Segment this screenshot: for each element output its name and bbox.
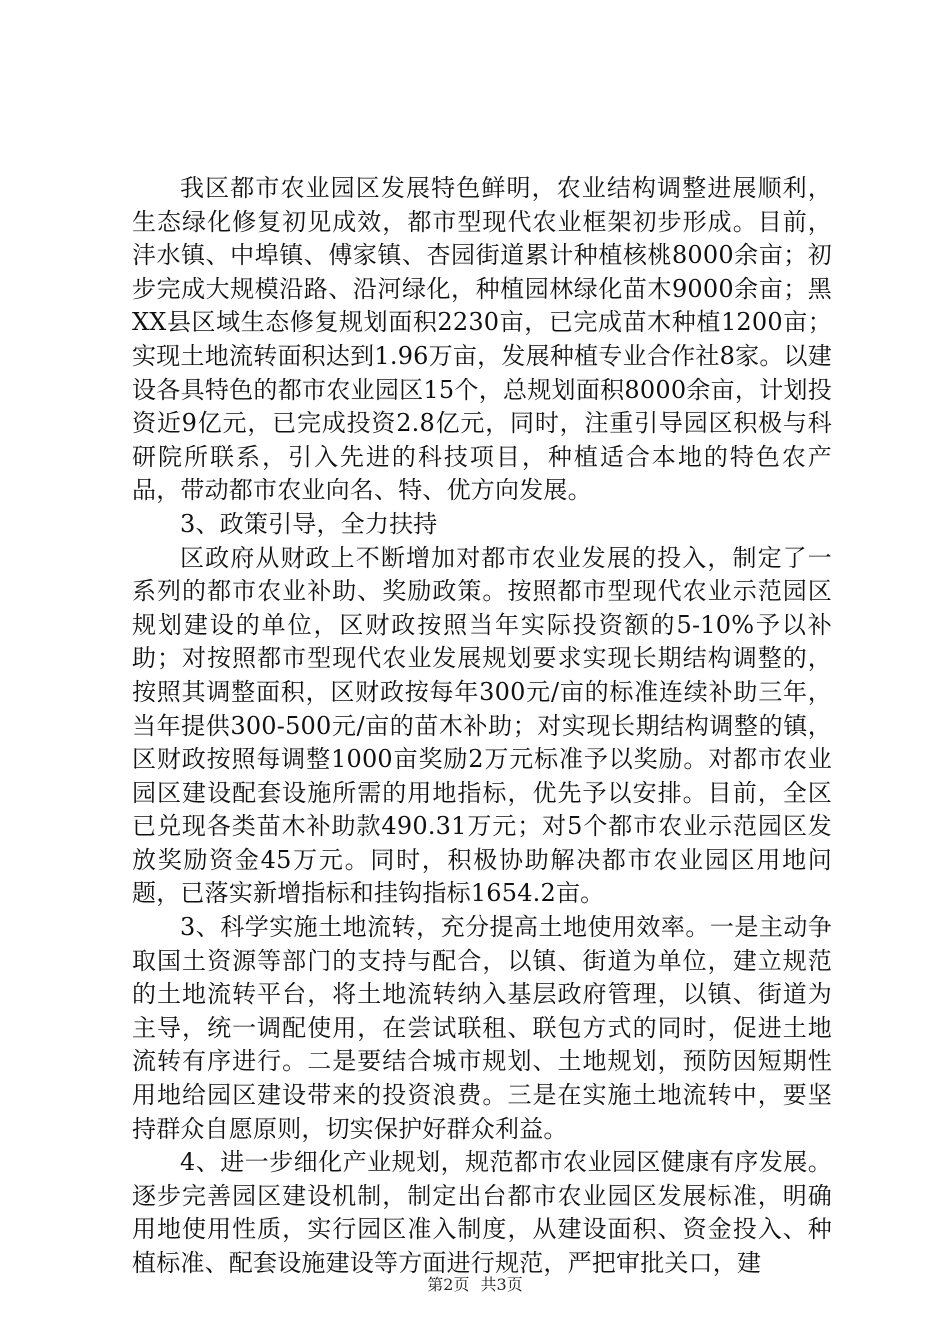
page-number-current: 第2页 [427,1275,470,1294]
paragraph-park-development: 我区都市农业园区发展特色鲜明，农业结构调整进展顺利，生态绿化修复初见成效，都市型现代农业框架初步形成。目前，沣水镇、中埠镇、傅家镇、杏园街道累计种植核桃8000余亩；初步完成大规模沿路、沿河绿化，种植园林绿化苗木9000余亩；黑XX县区域生态修复规划面积2230亩，已完成苗木种植1200亩；实现土地流转面积达到1.96万亩，发展种植专业合作社8家。以建设各具特色的都市农业园区15个，总规划面积8000余亩，计划投资近9亿元，已完成投资2.8亿元，同时，注重引导园区积极与科研院所联系，引入先进的科技项目，种植适合本地的特色农产品，带动都市农业向名、特、优方向发展。 [132,174,832,505]
paragraph-land-transfer: 3、科学实施土地流转，充分提高土地使用效率。一是主动争取国土资源等部门的支持与配合，以镇、街道为单位，建立规范的土地流转平台，将土地流转纳入基层政府管理，以镇、街道为主导，统一调配使用，在尝试联租、联包方式的同时，促进土地流转有序进行。二是要结合城市规划、土地规划，预防因短期性用地给园区建设带来的投资浪费。三是在实施土地流转中，要坚持群众自愿原则，切实保护好群众利益。 [132,913,832,1143]
page-footer [0,1275,950,1295]
heading-policy-guidance: 3、政策引导，全力扶持 [180,509,438,538]
page-number-total: 共3页 [480,1275,523,1294]
paragraph-industry-planning: 4、进一步细化产业规划，规范都市农业园区健康有序发展。逐步完善园区建设机制，制定出台都市农业园区发展标准，明确用地使用性质，实行园区准入制度，从建设面积、资金投入、种植标准、配套设施建设等方面进行规范，严把审批关口，建 [132,1148,832,1277]
document-body [132,172,832,1281]
paragraph-fiscal-support: 区政府从财政上不断增加对都市农业发展的投入，制定了一系列的都市农业补助、奖励政策。按照都市型现代农业示范园区规划建设的单位，区财政按照当年实际投资额的5-10%予以补助；对按照都市型现代农业发展规划要求实现长期结构调整的，按照其调整面积，区财政按每年300元/亩的标准连续补助三年，当年提供300-500元/亩的苗木补助；对实现长期结构调整的镇，区财政按照每调整1000亩奖励2万元标准予以奖励。对都市农业园区建设配套设施所需的用地指标，优先予以安排。目前，全区已兑现各类苗木补助款490.31万元；对5个都市农业示范园区发放奖励资金45万元。同时，积极协助解决都市农业园区用地问题，已落实新增指标和挂钩指标1654.2亩。 [132,543,832,908]
